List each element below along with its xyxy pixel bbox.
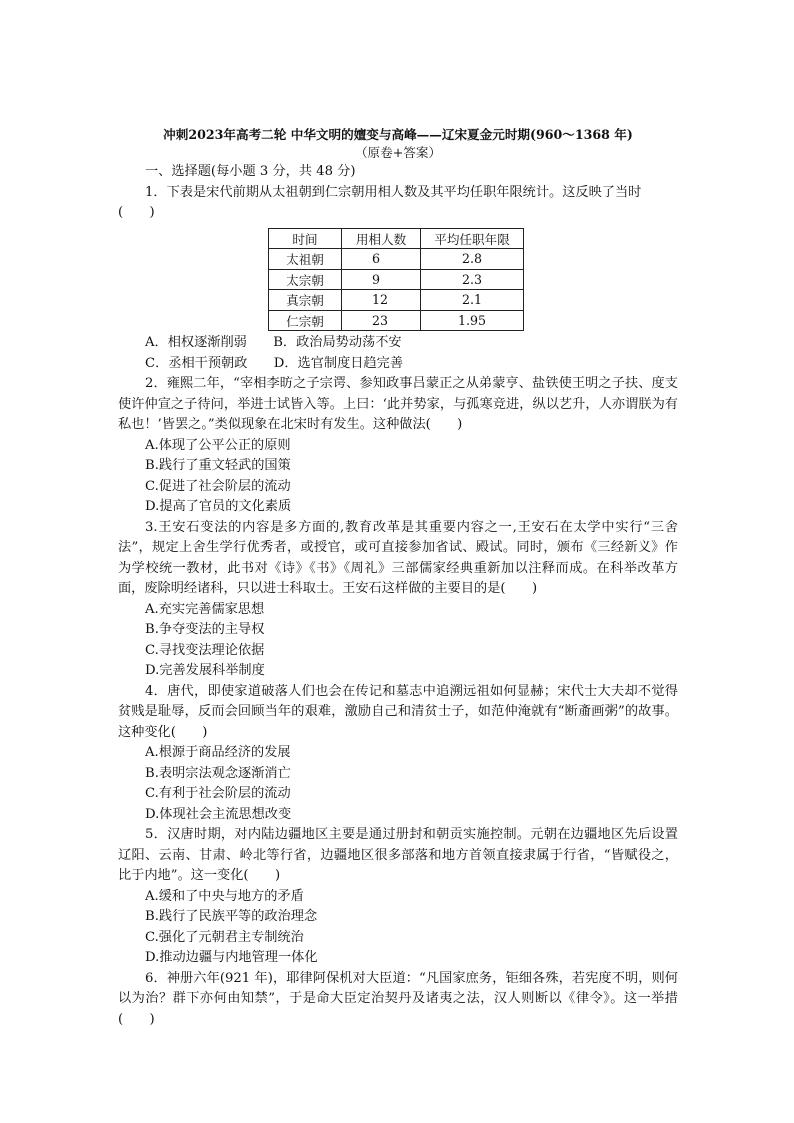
question-3-option-a: A.充实完善儒家思想 [145, 601, 265, 617]
question-4-option-b: B.表明宗法观念逐渐消亡 [145, 765, 291, 781]
question-2-option-a: A.体现了公平公正的原则 [145, 437, 291, 453]
table-cell: 太宗朝 [269, 269, 342, 290]
question-1-stem-line1: 1．下表是宋代前期从太祖朝到仁宗朝用相人数及其平均任职年限统计。这反映了当时 [145, 184, 642, 200]
question-4-stem: 4．唐代，即使家道破落人们也会在传记和墓志中追溯远祖如何显赫；宋代士大夫却不觉得贫贱是耻辱，反而会回顾当年的艰难，激励自己和清贫士子，如范仲淹就有“断齑画粥”的故事。这种变化( ) [118, 683, 678, 740]
table-cell: 2.8 [421, 249, 524, 270]
table-row [269, 290, 524, 311]
question-2 [118, 374, 678, 518]
page-subtitle: （原卷+答案） [354, 145, 442, 160]
question-4-option-c: C.有利于社会阶层的流动 [145, 786, 291, 801]
question-5-option-c: C.强化了元朝君主专制统治 [145, 929, 304, 945]
question-1-options-cd: C．丞相干预朝政 D．选官制度日趋完善 [145, 355, 404, 371]
question-3-option-b: B.争夺变法的主导权 [145, 622, 265, 637]
question-4-option-a: A.根源于商品经济的发展 [145, 745, 291, 760]
question-5-option-d: D.推动边疆与内地管理一体化 [145, 950, 318, 965]
question-6-stem: 6．神册六年(921 年)，耶律阿保机对大臣道：“凡国家庶务，钜细各殊，若宪度不明，则何以为治？群下亦何由知禁”，于是命大臣定治契丹及诸夷之法，汉人则断以《律令》。这一举措( ) [118, 970, 678, 1027]
question-4 [118, 682, 678, 826]
table-cell: 9 [342, 269, 421, 290]
question-3-option-d: D.完善发展科举制度 [145, 663, 265, 678]
question-2-option-d: D.提高了官员的文化素质 [145, 499, 292, 514]
table-row [269, 269, 524, 290]
table-header-cell: 时间 [269, 228, 342, 249]
question-3-stem: 3.王安石变法的内容是多方面的,教育改革是其重要内容之一,王安石在太学中实行“三舍法”，规定上舍生学行优秀者，或授官，或可直接参加省试、殿试。同时，颁布《三经新义》作为学校统一教材，此书对《诗》《书》《周礼》三部儒家经典重新加以注释而成。在科举改革方面，废除明经诸科，只以进士科取士。王安石这样做的主要目的是( ) [118, 519, 678, 596]
question-5-option-a: A.缓和了中央与地方的矛盾 [145, 888, 304, 904]
question-6 [118, 969, 678, 1031]
table-cell: 太祖朝 [269, 249, 342, 270]
question-2-option-b: B.践行了重文轻武的国策 [145, 458, 291, 473]
table-row [269, 310, 524, 331]
table-cell: 1.95 [421, 310, 524, 331]
question-3-option-c: C.寻找变法理论依据 [145, 642, 265, 658]
table-cell: 2.1 [421, 290, 524, 311]
table-cell: 6 [342, 249, 421, 270]
table-cell: 仁宗朝 [269, 310, 342, 331]
table-header-cell: 平均任职年限 [421, 228, 524, 249]
question-5 [118, 825, 678, 969]
section-heading: 一、选择题(每小题 3 分，共 48 分) [145, 164, 356, 179]
question-3 [118, 518, 678, 682]
question-1 [118, 183, 678, 375]
question-5-stem: 5．汉唐时期，对内陆边疆地区主要是通过册封和朝贡实施控制。元朝在边疆地区先后设置辽阳、云南、甘肃、岭北等行省，边疆地区很多部落和地方首领直接隶属于行省，“皆赋役之，比于内地”。这一变化( ) [118, 827, 678, 883]
table-header-row [269, 228, 524, 249]
exam-page [118, 126, 678, 1030]
question-1-table [268, 228, 524, 332]
table-cell: 2.3 [421, 269, 524, 290]
question-1-stem-line2: ( ) [118, 205, 155, 220]
table-header-cell: 用相人数 [342, 228, 421, 249]
table-cell: 12 [342, 290, 421, 311]
question-2-option-c: C.促进了社会阶层的流动 [145, 478, 291, 494]
table-row [269, 249, 524, 270]
page-title: 冲刺2023年高考二轮 中华文明的嬗变与高峰——辽宋夏金元时期(960～1368 年) [163, 127, 633, 142]
table-cell: 真宗朝 [269, 290, 342, 311]
question-5-option-b: B.践行了民族平等的政治理念 [145, 909, 318, 924]
question-1-options-ab: A．相权逐渐削弱 B．政治局势动荡不安 [145, 335, 402, 350]
table-cell: 23 [342, 310, 421, 331]
question-4-option-d: D.体现社会主流思想改变 [145, 806, 292, 822]
question-2-stem: 2．雍熙二年，“宰相李昉之子宗谔、参知政事吕蒙正之从弟蒙亨、盐铁使王明之子扶、度支使许仲宣之子待问，举进士试皆入等。上曰：‘此并势家，与孤寒竞进，纵以艺升，人亦谓朕为有私也！’皆罢之。”类似现象在北宋时有发生。这种做法( ) [118, 376, 678, 432]
